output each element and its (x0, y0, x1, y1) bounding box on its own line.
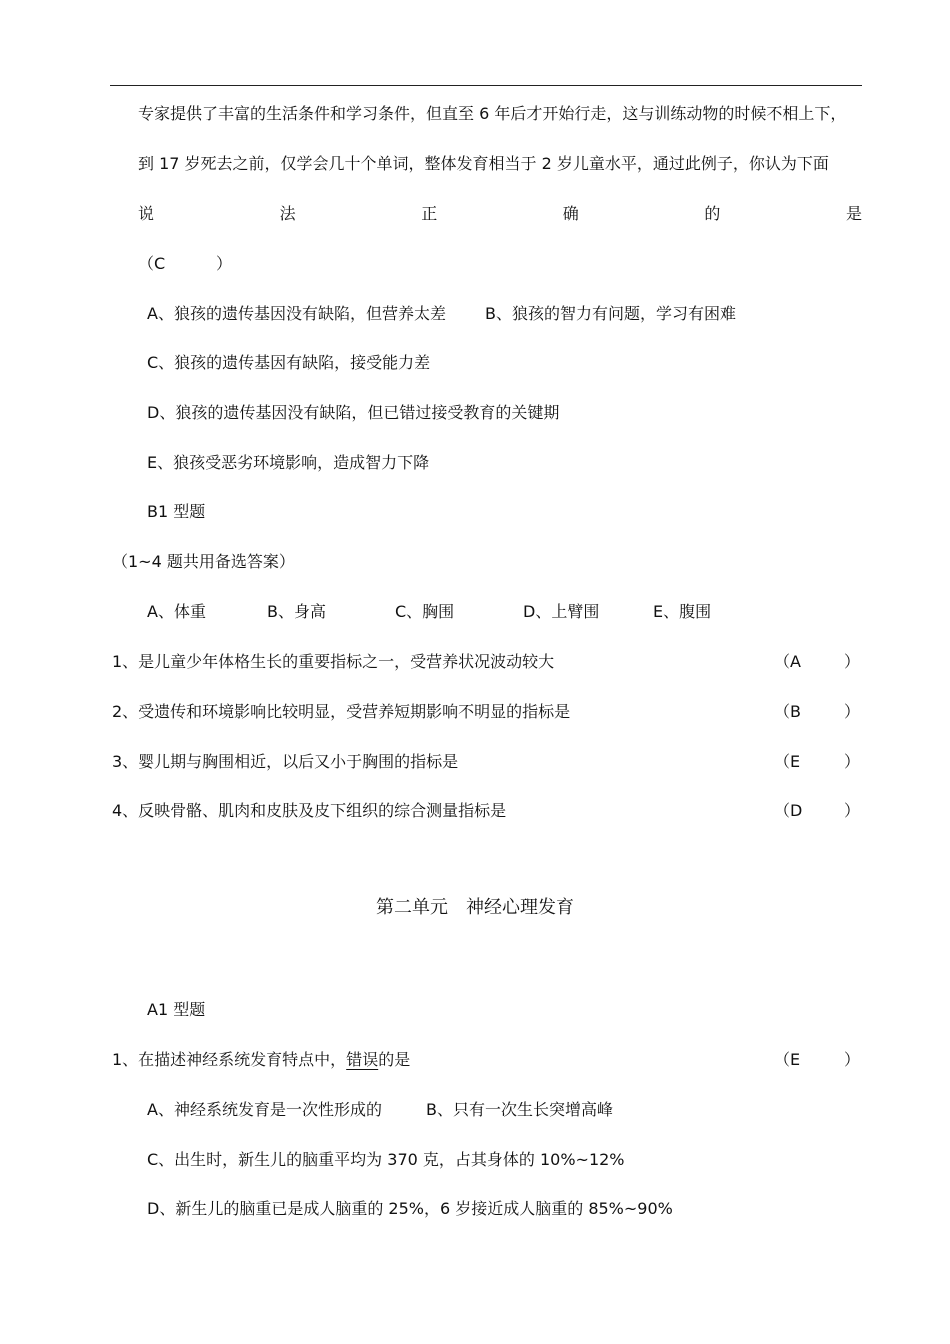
answer-close: ） (843, 652, 860, 671)
unit-number: 第二单元 (376, 897, 448, 918)
a1-option-c: C、出生时，新生儿的脑重平均为 370 克，占其身体的 10%~12% (147, 1150, 625, 1169)
header-rule (110, 85, 862, 86)
intro-word: 确 (562, 204, 579, 223)
answer-letter: （B (774, 702, 801, 721)
b1-question-3: 3、婴儿期与胸围相近，以后又小于胸围的指标是 (112, 752, 459, 771)
intro-word: 法 (279, 204, 296, 223)
question-prefix: 1、在描述神经系统发育特点中， (112, 1050, 347, 1069)
intro-line-2: 到 17 岁死去之前，仅学会几十个单词，整体发育相当于 2 岁儿童水平，通过此例子，你认为下面 (138, 154, 829, 173)
answer-letter: （E (774, 752, 801, 771)
intro-answer-open: （C (138, 254, 166, 273)
option-a: A、狼孩的遗传基因没有缺陷，但营养太差 (147, 304, 446, 323)
a1-heading: A1 型题 (147, 1000, 206, 1019)
emphasis-underlined: 错误 (346, 1050, 379, 1069)
a1-option-d: D、新生儿的脑重已是成人脑重的 25%，6 岁接近成人脑重的 85%~90% (147, 1199, 673, 1218)
answer-close: ） (843, 1050, 860, 1069)
a1-option-b: B、只有一次生长突增高峰 (426, 1100, 613, 1119)
answer-close: ） (843, 702, 860, 721)
shared-option-a: A、体重 (147, 602, 206, 621)
option-c: C、狼孩的遗传基因有缺陷，接受能力差 (147, 353, 431, 372)
intro-line-1: 专家提供了丰富的生活条件和学习条件，但直至 6 年后才开始行走，这与训练动物的时候不相上下， (138, 104, 847, 123)
b1-heading: B1 型题 (147, 502, 206, 521)
intro-word: 是 (845, 204, 862, 223)
answer-close: ） (843, 801, 860, 820)
answer-letter: （E (774, 1050, 801, 1069)
answer-close: ） (843, 752, 860, 771)
b1-question-4: 4、反映骨骼、肌肉和皮肤及皮下组织的综合测量指标是 (112, 801, 507, 820)
question-suffix: 的是 (378, 1050, 411, 1069)
option-e: E、狼孩受恶劣环境影响，造成智力下降 (147, 453, 430, 472)
intro-word: 说 (138, 204, 155, 223)
unit-title: 神经心理发育 (466, 897, 574, 918)
intro-line-3 (138, 204, 862, 224)
option-d: D、狼孩的遗传基因没有缺陷，但已错过接受教育的关键期 (147, 403, 560, 422)
shared-answers-note: （1~4 题共用备选答案） (112, 552, 295, 571)
answer-letter: （D (774, 801, 803, 820)
b1-question-1: 1、是儿童少年体格生长的重要指标之一，受营养状况波动较大 (112, 652, 555, 671)
intro-word: 的 (704, 204, 721, 223)
shared-option-c: C、胸围 (395, 602, 455, 621)
shared-option-e: E、腹围 (653, 602, 712, 621)
a1-question-1 (112, 1050, 410, 1070)
a1-option-a: A、神经系统发育是一次性形成的 (147, 1100, 382, 1119)
option-b: B、狼孩的智力有问题，学习有困难 (485, 304, 736, 323)
intro-answer-close: ） (216, 254, 233, 273)
shared-option-b: B、身高 (267, 602, 326, 621)
answer-letter: （A (774, 652, 801, 671)
shared-option-d: D、上臂围 (523, 602, 600, 621)
intro-word: 正 (421, 204, 438, 223)
unit-heading (0, 897, 950, 919)
b1-question-2: 2、受遗传和环境影响比较明显，受营养短期影响不明显的指标是 (112, 702, 571, 721)
